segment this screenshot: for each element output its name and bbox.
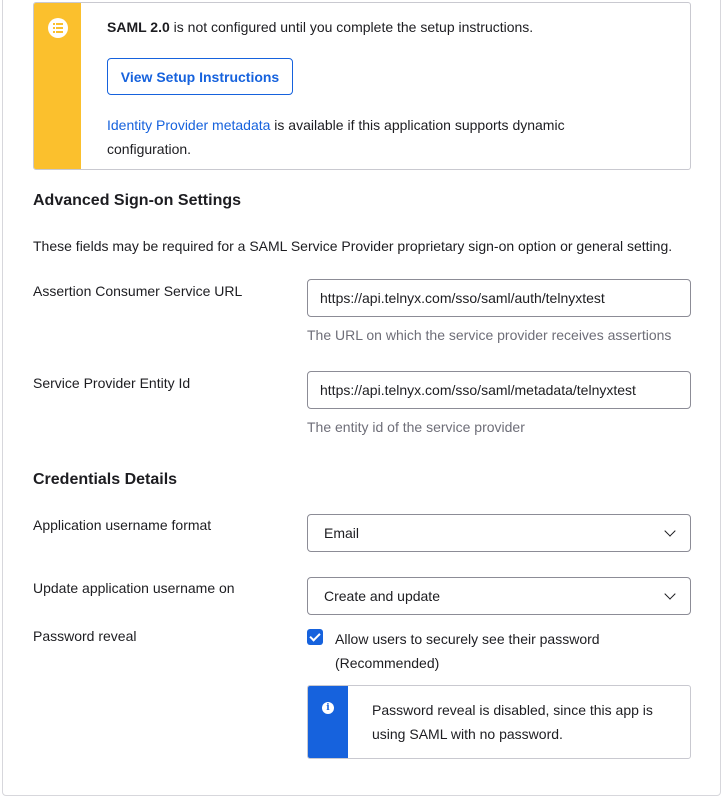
update-username-on-value: Create and update <box>324 588 440 604</box>
info-icon: i <box>322 702 334 714</box>
saml-notice-message: is not configured until you complete the setup instructions. <box>169 19 534 35</box>
update-username-on-select[interactable] <box>307 577 691 615</box>
advanced-sign-on-title: Advanced Sign-on Settings <box>33 192 242 209</box>
identity-provider-metadata-link[interactable]: Identity Provider metadata <box>107 117 271 133</box>
username-format-label: Application username format <box>33 517 212 533</box>
chevron-down-icon <box>664 525 675 536</box>
password-reveal-checkbox[interactable] <box>307 629 323 645</box>
password-reveal-label: Password reveal <box>33 628 137 644</box>
chevron-down-icon <box>664 588 675 599</box>
credentials-details-title: Credentials Details <box>33 471 178 488</box>
list-icon <box>48 18 68 38</box>
password-reveal-checkbox-label[interactable]: Allow users to securely see their password (Recommended) <box>335 631 600 671</box>
advanced-sign-on-description: These fields may be required for a SAML Service Provider proprietary sign-on option or general setting. <box>33 238 673 254</box>
metadata-availability-text <box>107 113 627 161</box>
saml-protocol-name: SAML 2.0 <box>107 19 170 35</box>
acs-url-input[interactable] <box>307 279 691 317</box>
saml-notice-text <box>107 19 533 35</box>
metadata-availability-message: is available if this application supports dynamic configuration. <box>107 117 565 157</box>
entity-id-input[interactable] <box>307 371 691 409</box>
entity-id-label: Service Provider Entity Id <box>33 375 191 391</box>
password-reveal-info-callout <box>307 685 691 759</box>
saml-setup-callout <box>33 2 691 170</box>
view-setup-instructions-button[interactable]: View Setup Instructions <box>107 58 293 95</box>
username-format-select[interactable] <box>307 514 691 552</box>
update-username-on-label: Update application username on <box>33 580 235 596</box>
acs-url-label: Assertion Consumer Service URL <box>33 283 243 299</box>
username-format-value: Email <box>324 525 360 541</box>
info-accent-bar <box>308 686 348 758</box>
callout-accent-bar <box>34 3 81 169</box>
password-reveal-info-text: Password reveal is disabled, since this app is using SAML with no password. <box>372 702 653 742</box>
entity-id-hint: The entity id of the service provider <box>307 419 525 435</box>
acs-url-hint: The URL on which the service provider receives assertions <box>307 327 672 343</box>
